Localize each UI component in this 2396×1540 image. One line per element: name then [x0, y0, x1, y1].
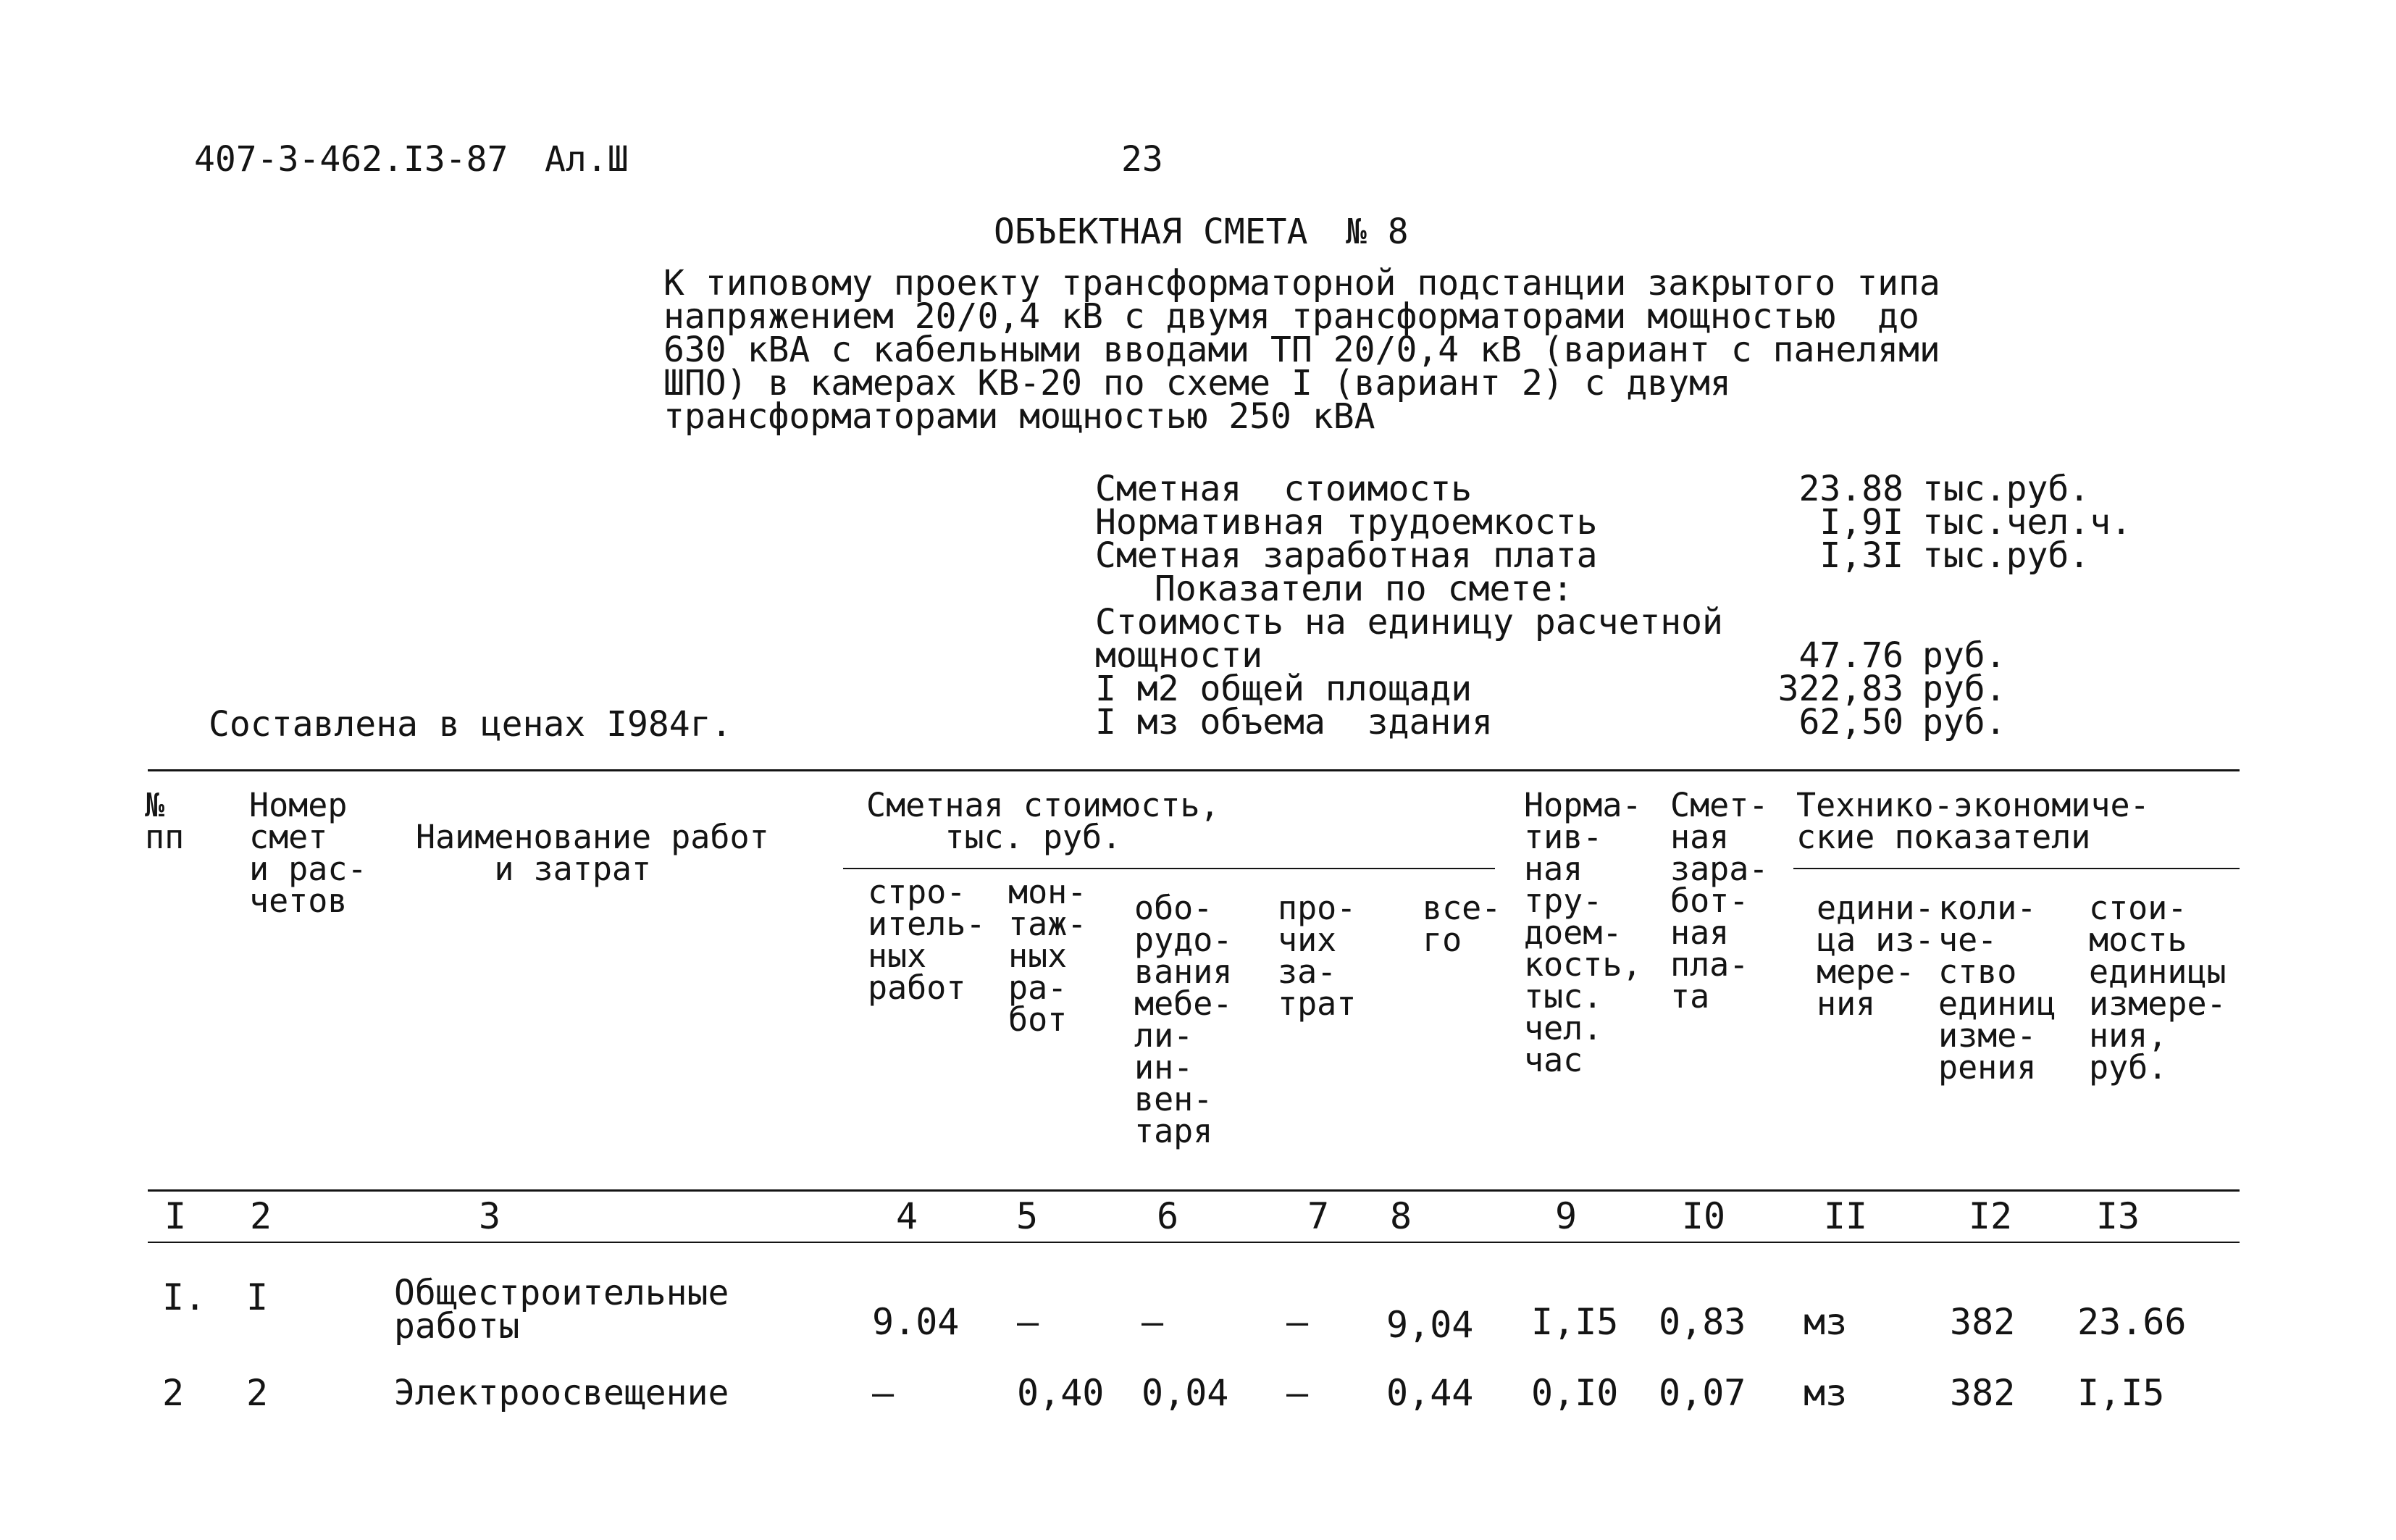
column-number: 4: [895, 1195, 918, 1237]
column-number: 5: [1015, 1195, 1039, 1237]
indicators-label: Показатели по смете:: [1155, 569, 1573, 609]
header-num: № пп: [145, 786, 185, 856]
salary-label: Сметная заработная плата: [1095, 535, 1598, 576]
per-unit-unit: руб.: [1922, 635, 2006, 676]
header-cost-group: Сметная стоимость, тыс. руб.: [866, 786, 1220, 856]
column-number: I: [164, 1195, 187, 1237]
header-installation: мон- таж- ных ра- бот: [1008, 873, 1087, 1039]
row-2-equipment: 0,04: [1142, 1372, 1229, 1414]
tech-group-rule: [1793, 868, 2240, 869]
description-line-2: напряжением 20/0,4 кВ с двумя трансформаторами мощностью до: [663, 296, 1919, 337]
smeta-cost-label: Сметная стоимость: [1095, 469, 1473, 509]
row-1-name: Общестроительные работы: [394, 1273, 729, 1347]
area-value: 322,83: [1777, 669, 1903, 709]
description-line-1: К типовому проекту трансформаторной подстанции закрытого типа: [663, 263, 1940, 304]
row-1-unit-cost: 23.66: [2077, 1301, 2187, 1343]
column-number: I2: [1968, 1195, 2013, 1237]
row-2-installation: 0,40: [1017, 1372, 1105, 1414]
column-number: 9: [1554, 1195, 1578, 1237]
volume-label: I мз объема здания: [1095, 702, 1494, 742]
column-number: 3: [478, 1195, 501, 1237]
document-code: 407-3-462.I3-87: [194, 139, 508, 180]
header-labor: Норма- тив- ная тру- доем- кость, тыс. чел. час: [1524, 786, 1642, 1079]
row-1-num: I.: [162, 1276, 206, 1318]
row-2-labor: 0,I0: [1531, 1372, 1619, 1414]
row-1-construction: 9.04: [872, 1301, 960, 1343]
row-2-quantity: 382: [1950, 1372, 2016, 1414]
header-construction: стро- итель- ных работ: [868, 873, 986, 1007]
volume-unit: руб.: [1922, 702, 2006, 742]
header-quantity: коли- че- ство единиц изме- рения: [1938, 889, 2056, 1087]
header-unit: едини- ца из- мере- ния: [1817, 889, 1935, 1023]
header-other: про- чих за- трат: [1278, 889, 1357, 1023]
album-label: Ал.Ш: [545, 139, 629, 180]
labor-value: I,9I: [1819, 502, 1903, 543]
row-1-quantity: 382: [1950, 1301, 2016, 1343]
header-work-name: Наименование работ и затрат: [416, 818, 769, 888]
header-smeta-number: Номер смет и рас- четов: [249, 786, 367, 920]
area-unit: руб.: [1922, 669, 2006, 709]
column-number: 6: [1156, 1195, 1179, 1237]
document-title: ОБЪЕКТНАЯ СМЕТА: [994, 212, 1308, 252]
salary-value: I,3I: [1819, 535, 1903, 576]
row-2-unit-cost: I,I5: [2077, 1372, 2165, 1414]
row-1-smeta: I: [246, 1276, 269, 1318]
row-1-installation: –: [1017, 1301, 1039, 1343]
description-line-4: ШПО) в камерах КВ-20 по схеме I (вариант 2) с двумя: [663, 363, 1731, 403]
row-1-unit: мз: [1804, 1301, 1848, 1343]
column-number: I3: [2095, 1195, 2140, 1237]
per-unit-label-1: Стоимость на единицу расчетной: [1095, 602, 1723, 643]
header-bottom-rule: [148, 1189, 2240, 1192]
column-number: 7: [1307, 1195, 1330, 1237]
column-number-rule: [148, 1242, 2240, 1243]
header-equipment: обо- рудо- вания мебе- ли- ин- вен- таря: [1134, 889, 1233, 1150]
document-number: № 8: [1346, 212, 1409, 252]
header-tech-group: Технико-экономиче- ские показатели: [1796, 786, 2150, 856]
labor-unit: тыс.чел.ч.: [1922, 502, 2132, 543]
column-number: 2: [249, 1195, 272, 1237]
row-2-num: 2: [162, 1372, 185, 1414]
header-unit-cost: стои- мость единицы измере- ния, руб.: [2089, 889, 2227, 1087]
prices-note: Составлена в ценах I984г.: [209, 704, 732, 745]
per-unit-value: 47.76: [1798, 635, 1903, 676]
labor-label: Нормативная трудоемкость: [1095, 502, 1598, 543]
description-line-5: трансформаторами мощностью 250 кВА: [663, 396, 1375, 437]
column-number: II: [1823, 1195, 1868, 1237]
row-1-total: 9,04: [1386, 1304, 1474, 1346]
row-2-total: 0,44: [1386, 1372, 1474, 1414]
row-2-name: Электроосвещение: [394, 1373, 729, 1413]
header-total: все- го: [1423, 889, 1501, 959]
salary-unit: тыс.руб.: [1922, 535, 2090, 576]
row-2-smeta: 2: [246, 1372, 269, 1414]
row-2-construction: –: [872, 1372, 895, 1414]
cost-group-rule: [843, 868, 1495, 869]
smeta-cost-value: 23.88: [1798, 469, 1903, 509]
table-top-rule: [148, 769, 2240, 771]
row-2-other: –: [1286, 1372, 1309, 1414]
column-number: 8: [1389, 1195, 1412, 1237]
row-1-labor: I,I5: [1531, 1301, 1619, 1343]
description-line-3: 630 кВА с кабельными вводами ТП 20/0,4 кВ (вариант с панелями: [663, 330, 1940, 370]
column-number: I0: [1681, 1195, 1726, 1237]
row-2-unit: мз: [1804, 1372, 1848, 1414]
volume-value: 62,50: [1798, 702, 1903, 742]
row-1-equipment: –: [1142, 1301, 1164, 1343]
row-1-other: –: [1286, 1301, 1309, 1343]
page-number: 23: [1121, 139, 1163, 180]
row-2-salary: 0,07: [1659, 1372, 1746, 1414]
header-salary: Смет- ная зара- бот- ная пла- та: [1670, 786, 1769, 1016]
smeta-cost-unit: тыс.руб.: [1922, 469, 2090, 509]
per-unit-label-2: мощности: [1095, 635, 1263, 676]
row-1-salary: 0,83: [1659, 1301, 1746, 1343]
area-label: I м2 общей площади: [1095, 669, 1473, 709]
